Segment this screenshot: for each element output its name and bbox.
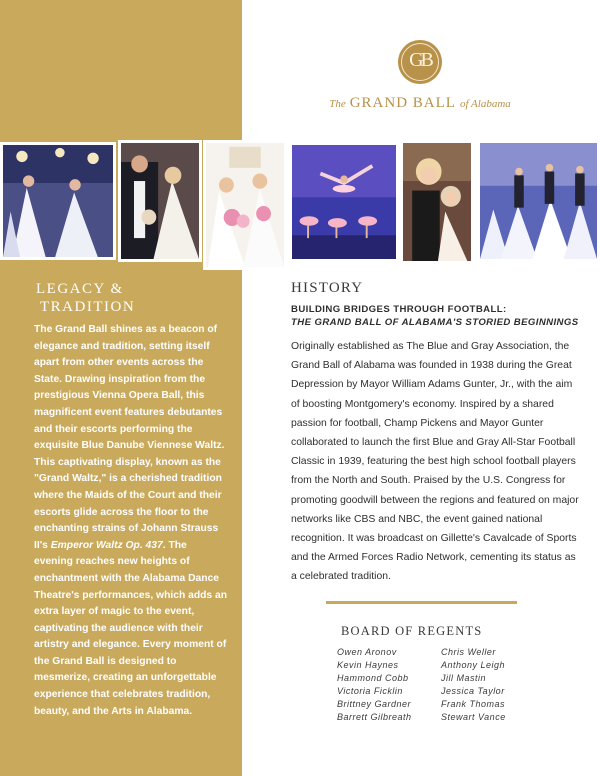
board-list-right xyxy=(441,646,506,725)
legacy-body-part1: The Grand Ball shines as a beacon of elegance and tradition, setting itself apart from other events across the State. Drawing inspiration from the prestigious Vienna Opera Ball, this magnificent event features debutantes and their escorts performing the exquisite Blue Danube Viennese Waltz. This captivating display, known as the "Grand Waltz," is a cherished tradition where the Maids of the Court and their escorts glide across the floor to the enchanting strains of Johann Strauss II's xyxy=(34,324,225,551)
board-member: Barrett Gilbreath xyxy=(337,712,412,723)
board-member: Victoria Ficklin xyxy=(337,686,403,697)
court-procession-photo xyxy=(477,140,600,262)
grand-ball-logo[interactable] xyxy=(320,38,520,118)
board-member: Jill Mastin xyxy=(441,673,487,684)
monogram-badge xyxy=(398,40,442,84)
history-paragraph: Originally established as The Blue and Gray Association, the Grand Ball of Alabama was founded in 1938 during the Great Depression by Mayor William Adams Gunter, Jr., with the aim of boosting Montgomery's economy. Inspired by a shared passion for football, Champ Pickens and Mayor Gunter collaborated to launch the first Blue and Gray All-Star Football Classic in 1939, featuring the best high school football players from the North and South. Praised by the U.S. Congress for promoting goodwill between the regions and featured on major networks like CBS and NBC, the event gained national recognition. It was broadcast on Gillette's Cavalcade of Sports and the Armed Forces Radio Network, cementing its status as a celebrated tradition. xyxy=(291,341,579,583)
history-subheading-line1: BUILDING BRIDGES THROUGH FOOTBALL: xyxy=(291,304,507,315)
debutantes-group-photo xyxy=(0,142,116,260)
photo-strip xyxy=(0,136,600,270)
board-member: Hammond Cobb xyxy=(337,673,409,684)
legacy-heading xyxy=(36,280,236,316)
board-member: Frank Thomas xyxy=(441,699,506,710)
board-heading: BOARD OF REGENTS xyxy=(341,624,483,638)
board-member: Kevin Haynes xyxy=(337,660,399,671)
logo-the: The xyxy=(329,98,346,110)
legacy-body-italic: Emperor Waltz Op. 437 xyxy=(50,539,163,551)
legacy-heading-line1: LEGACY & xyxy=(36,281,124,297)
escort-crowning-photo xyxy=(118,140,202,262)
logo-of-alabama: of Alabama xyxy=(459,98,511,110)
history-subheading xyxy=(291,303,581,329)
history-subheading-line2: THE GRAND BALL OF ALABAMA'S STORIED BEGINNINGS xyxy=(291,317,579,328)
dance-theatre-photo xyxy=(289,142,399,262)
maids-bouquets-photo xyxy=(203,140,287,270)
history-heading: HISTORY xyxy=(291,280,364,296)
board-list-left xyxy=(337,646,412,725)
board-member: Brittney Gardner xyxy=(337,699,412,710)
gold-divider xyxy=(326,601,517,604)
board-member: Jessica Taylor xyxy=(441,686,505,697)
board-member: Stewart Vance xyxy=(441,712,506,723)
logo-wordmark xyxy=(320,94,520,112)
board-member: Chris Weller xyxy=(441,647,496,657)
board-member: Anthony Leigh xyxy=(441,660,506,671)
legacy-body-part2: . The evening reaches new heights of enchantment with the Alabama Dance Theatre's performances, which adds an extra layer of magic to the event, captivating the audience with their artistry and elegance. Every moment of the Grand Ball is designed to mesmerize, creating an unforgettable experience that celebrates tradition, beauty, and the Arts in Alabama. xyxy=(34,539,228,717)
board-member: Owen Aronov xyxy=(337,647,397,657)
legacy-paragraph xyxy=(34,322,228,720)
mother-daughter-photo xyxy=(400,140,474,264)
monogram-text: GB xyxy=(409,49,431,71)
legacy-heading-line2: TRADITION xyxy=(40,299,136,315)
logo-name: GRAND BALL xyxy=(349,95,456,111)
